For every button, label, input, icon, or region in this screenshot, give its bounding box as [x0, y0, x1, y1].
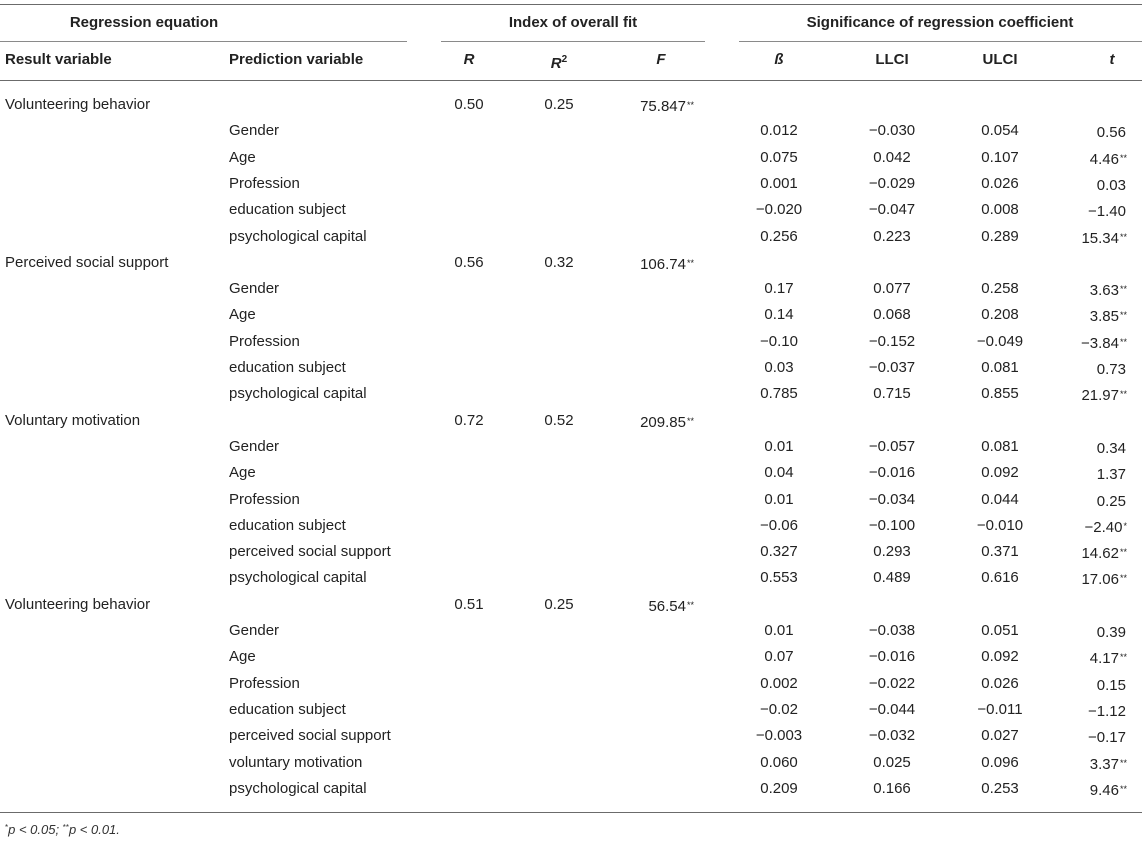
t-cell: 14.62**	[1081, 545, 1127, 562]
llci-cell: 0.068	[873, 306, 911, 323]
t-cell: −3.84**	[1081, 335, 1127, 352]
prediction-variable-cell: psychological capital	[229, 569, 367, 586]
f-cell: 106.74**	[640, 256, 694, 273]
t-cell: 9.46**	[1089, 782, 1127, 799]
llci-cell: −0.034	[868, 491, 916, 508]
llci-cell: −0.038	[868, 622, 916, 639]
prediction-variable-cell: perceived social support	[229, 727, 391, 744]
beta-cell: 0.060	[760, 754, 798, 771]
t-cell: −0.17	[1088, 729, 1126, 746]
prediction-variable-cell: Profession	[229, 175, 300, 192]
beta-cell: 0.01	[764, 622, 794, 639]
ulci-cell: 0.371	[981, 543, 1019, 560]
beta-cell: 0.553	[760, 569, 798, 586]
llci-cell: −0.022	[868, 675, 916, 692]
prediction-variable-cell: education subject	[229, 201, 346, 218]
ulci-cell: 0.092	[981, 464, 1019, 481]
beta-cell: 0.01	[764, 491, 794, 508]
prediction-variable-cell: perceived social support	[229, 543, 391, 560]
beta-cell: 0.256	[760, 228, 798, 245]
llci-cell: −0.029	[868, 175, 916, 192]
beta-cell: −0.10	[760, 333, 798, 350]
header-regression-equation: Regression equation	[69, 14, 219, 31]
group2-underline	[441, 41, 705, 42]
r-squared-cell: 0.25	[544, 96, 574, 113]
beta-cell: 0.03	[764, 359, 794, 376]
r-cell: 0.50	[454, 96, 484, 113]
llci-cell: −0.032	[868, 727, 916, 744]
ulci-cell: 0.096	[981, 754, 1019, 771]
llci-cell: −0.044	[868, 701, 916, 718]
prediction-variable-cell: psychological capital	[229, 385, 367, 402]
significance-stars: **	[686, 100, 694, 110]
prediction-variable-cell: Gender	[229, 280, 280, 297]
llci-cell: −0.100	[868, 517, 916, 534]
significance-stars: **	[1119, 337, 1127, 347]
t-cell: 21.97**	[1081, 387, 1127, 404]
prediction-variable-cell: Gender	[229, 438, 280, 455]
table-top-rule	[0, 4, 1142, 5]
ulci-cell: 0.081	[981, 438, 1019, 455]
t-cell: 1.37	[1096, 466, 1126, 483]
f-cell: 209.85**	[640, 414, 694, 431]
llci-cell: 0.715	[873, 385, 911, 402]
t-cell: 0.56	[1096, 124, 1126, 141]
result-variable-cell: Perceived social support	[5, 254, 169, 271]
ulci-cell: 0.026	[981, 175, 1019, 192]
t-cell: 0.39	[1096, 624, 1126, 641]
llci-cell: −0.152	[868, 333, 916, 350]
header-llci: LLCI	[875, 51, 909, 68]
ulci-cell: 0.054	[981, 122, 1019, 139]
significance-stars: **	[1119, 389, 1127, 399]
prediction-variable-cell: education subject	[229, 701, 346, 718]
significance-stars: *	[1123, 521, 1127, 531]
footnote: *p < 0.05; **p < 0.01.	[5, 822, 120, 837]
significance-stars: **	[1119, 153, 1127, 163]
ulci-cell: 0.051	[981, 622, 1019, 639]
beta-cell: −0.003	[755, 727, 803, 744]
beta-cell: 0.012	[760, 122, 798, 139]
ulci-cell: 0.208	[981, 306, 1019, 323]
header-ulci: ULCI	[982, 51, 1018, 68]
t-cell: 3.85**	[1089, 308, 1127, 325]
t-cell: 17.06**	[1081, 571, 1127, 588]
t-cell: 0.34	[1096, 440, 1126, 457]
beta-cell: −0.02	[760, 701, 798, 718]
ulci-cell: 0.044	[981, 491, 1019, 508]
result-variable-cell: Volunteering behavior	[5, 96, 151, 113]
ulci-cell: 0.008	[981, 201, 1019, 218]
prediction-variable-cell: education subject	[229, 517, 346, 534]
group1-underline	[0, 41, 407, 42]
beta-cell: 0.002	[760, 675, 798, 692]
beta-cell: 0.001	[760, 175, 798, 192]
llci-cell: −0.016	[868, 464, 916, 481]
significance-stars: **	[686, 258, 694, 268]
t-cell: 15.34**	[1081, 230, 1127, 247]
llci-cell: −0.037	[868, 359, 916, 376]
ulci-cell: 0.107	[981, 149, 1019, 166]
result-variable-cell: Voluntary motivation	[5, 412, 141, 429]
t-cell: 4.17**	[1089, 650, 1127, 667]
prediction-variable-cell: education subject	[229, 359, 346, 376]
prediction-variable-cell: psychological capital	[229, 780, 367, 797]
llci-cell: 0.077	[873, 280, 911, 297]
llci-cell: 0.223	[873, 228, 911, 245]
significance-stars: **	[686, 600, 694, 610]
header-prediction-variable: Prediction variable	[229, 51, 364, 68]
prediction-variable-cell: voluntary motivation	[229, 754, 363, 771]
significance-stars: **	[1119, 652, 1127, 662]
r-squared-cell: 0.32	[544, 254, 574, 271]
beta-cell: −0.020	[755, 201, 803, 218]
significance-stars: **	[1119, 310, 1127, 320]
f-cell: 75.847**	[640, 98, 694, 115]
ulci-cell: 0.253	[981, 780, 1019, 797]
ulci-cell: 0.258	[981, 280, 1019, 297]
ulci-cell: 0.616	[981, 569, 1019, 586]
llci-cell: −0.047	[868, 201, 916, 218]
beta-cell: 0.327	[760, 543, 798, 560]
t-cell: 0.15	[1096, 677, 1126, 694]
llci-cell: −0.057	[868, 438, 916, 455]
t-cell: 0.73	[1096, 361, 1126, 378]
ulci-cell: 0.081	[981, 359, 1019, 376]
header-beta: ß	[774, 51, 784, 68]
t-cell: −1.40	[1088, 203, 1126, 220]
header-r-squared: $R^2$	[550, 54, 568, 72]
ulci-cell: −0.010	[976, 517, 1024, 534]
significance-stars: **	[1119, 547, 1127, 557]
header-index-overall-fit: Index of overall fit	[508, 14, 638, 31]
t-cell: −1.12	[1088, 703, 1126, 720]
beta-cell: 0.04	[764, 464, 794, 481]
llci-cell: −0.016	[868, 648, 916, 665]
beta-cell: 0.075	[760, 149, 798, 166]
beta-cell: 0.17	[764, 280, 794, 297]
header-f: F	[656, 51, 666, 68]
r-cell: 0.51	[454, 596, 484, 613]
significance-stars: **	[1119, 232, 1127, 242]
llci-cell: 0.166	[873, 780, 911, 797]
significance-stars: **	[1119, 784, 1127, 794]
ulci-cell: 0.027	[981, 727, 1019, 744]
ulci-cell: 0.092	[981, 648, 1019, 665]
ulci-cell: 0.855	[981, 385, 1019, 402]
beta-cell: 0.01	[764, 438, 794, 455]
group3-underline	[739, 41, 1142, 42]
header-r: R	[463, 51, 475, 68]
t-cell: 0.03	[1096, 177, 1126, 194]
llci-cell: 0.042	[873, 149, 911, 166]
beta-cell: 0.785	[760, 385, 798, 402]
t-cell: 3.63**	[1089, 282, 1127, 299]
r-cell: 0.56	[454, 254, 484, 271]
beta-cell: 0.209	[760, 780, 798, 797]
r-squared-cell: 0.52	[544, 412, 574, 429]
ulci-cell: −0.049	[976, 333, 1024, 350]
header-bottom-rule	[0, 80, 1142, 81]
header-t: t	[1109, 51, 1115, 68]
t-cell: −2.40*	[1084, 519, 1127, 536]
prediction-variable-cell: Gender	[229, 622, 280, 639]
prediction-variable-cell: Age	[229, 149, 256, 166]
beta-cell: 0.14	[764, 306, 794, 323]
significance-stars: **	[1119, 758, 1127, 768]
prediction-variable-cell: Profession	[229, 491, 300, 508]
header-result-variable: Result variable	[5, 51, 112, 68]
prediction-variable-cell: Age	[229, 648, 256, 665]
prediction-variable-cell: Age	[229, 306, 256, 323]
llci-cell: 0.489	[873, 569, 911, 586]
t-cell: 0.25	[1096, 493, 1126, 510]
ulci-cell: 0.026	[981, 675, 1019, 692]
header-significance: Significance of regression coefficient	[806, 14, 1074, 31]
r-cell: 0.72	[454, 412, 484, 429]
ulci-cell: −0.011	[977, 701, 1023, 718]
llci-cell: 0.293	[873, 543, 911, 560]
beta-cell: 0.07	[764, 648, 794, 665]
t-cell: 3.37**	[1089, 756, 1127, 773]
t-cell: 4.46**	[1089, 151, 1127, 168]
table-bottom-rule	[0, 812, 1142, 813]
significance-stars: **	[1119, 573, 1127, 583]
prediction-variable-cell: Gender	[229, 122, 280, 139]
beta-cell: −0.06	[760, 517, 798, 534]
prediction-variable-cell: psychological capital	[229, 228, 367, 245]
prediction-variable-cell: Profession	[229, 675, 300, 692]
r-squared-cell: 0.25	[544, 596, 574, 613]
significance-stars: **	[686, 416, 694, 426]
llci-cell: −0.030	[868, 122, 916, 139]
significance-stars: **	[1119, 284, 1127, 294]
f-cell: 56.54**	[648, 598, 694, 615]
result-variable-cell: Volunteering behavior	[5, 596, 151, 613]
llci-cell: 0.025	[873, 754, 911, 771]
prediction-variable-cell: Profession	[229, 333, 300, 350]
prediction-variable-cell: Age	[229, 464, 256, 481]
ulci-cell: 0.289	[981, 228, 1019, 245]
